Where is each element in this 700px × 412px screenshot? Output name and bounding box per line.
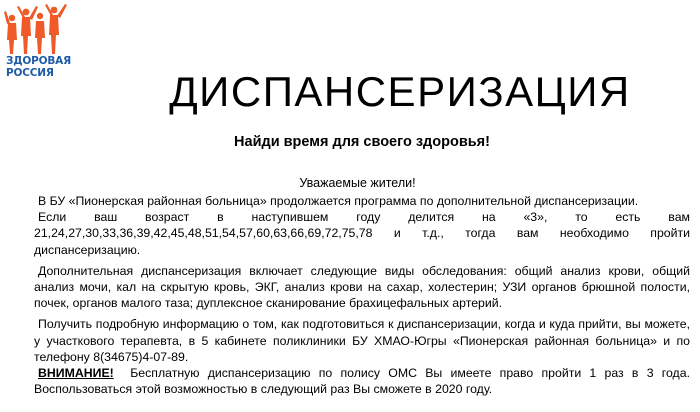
- attention-text: Бесплатную диспансеризацию по полису ОМС Вы имеете право пройти 1 раз в 3 года. Воспользоваться этой возможностью в следующий раз Вы сможете в 2020 году.: [34, 366, 690, 397]
- page-title: ДИСПАНСЕРИЗАЦИЯ: [169, 68, 631, 115]
- paragraph-program: В БУ «Пионерская районная больница» продолжается программа по дополнительной диспансеризации.: [38, 194, 639, 208]
- paragraph-age: Если ваш возраст в наступившем году делится на «3», то есть вам 21,24,27,30,33,36,39,42,45,48,51,54,57,60,63,66,69,72,75,78 и т.д., тогда вам необходимо пройти диспансеризацию.: [34, 210, 690, 257]
- logo-text-line1: ЗДОРОВАЯ: [6, 55, 71, 67]
- subtitle: Найди время для своего здоровья!: [234, 134, 490, 150]
- greeting: Уважаемые жители!: [299, 176, 416, 190]
- logo-text-line2: РОССИЯ: [6, 66, 54, 79]
- body-text: [34, 193, 690, 397]
- paragraph-attention: [34, 365, 690, 397]
- people-figures-icon: [4, 2, 68, 58]
- paragraph-examinations: Дополнительная диспансеризация включает следующие виды обследования: общий анализ крови, общий анализ мочи, кал на скрытую кровь, ЭКГ, анализ крови на сахар, холестерин; УЗИ органов брюшной полости, почек, органов малого таза; дуплексное сканирование брахицефальных артерий.: [34, 263, 690, 311]
- paragraph-info: Получить подробную информацию о том, как подготовиться к диспансеризации, когда и куда прийти, вы можете, у участкового терапевта, в 5 кабинете поликлиники БУ ХМАО-Югры «Пионерская районная больница» и по телефону 8(34675)4-07-89.: [34, 317, 690, 364]
- attention-label: ВНИМАНИЕ!: [38, 366, 114, 381]
